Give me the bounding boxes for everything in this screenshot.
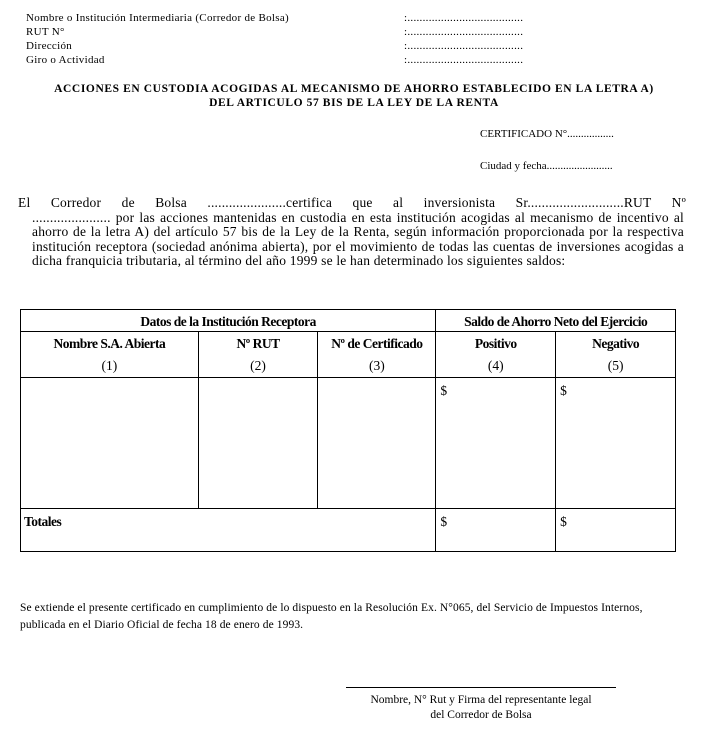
- totales-positivo: [436, 509, 556, 552]
- totales-negativo-currency: $: [560, 514, 567, 529]
- label-giro: Giro o Actividad: [26, 54, 105, 66]
- col-rut-num: (2): [250, 358, 266, 373]
- group-header-institucion-label: Datos de la Institución Receptora: [140, 314, 316, 329]
- value-rut: :......................................: [404, 26, 524, 38]
- data-cell-rut: [198, 378, 318, 509]
- value-direccion: :......................................: [404, 40, 524, 52]
- col-positivo-label: Positivo: [474, 336, 517, 351]
- col-header-negativo: [556, 332, 676, 378]
- col-certificado-num: (3): [369, 358, 385, 373]
- header-row-giro: [26, 53, 566, 67]
- col-header-positivo: [436, 332, 556, 378]
- footer-text: Se extiende el presente certificado en cumplimiento de lo dispuesto en la Resolución Ex. N°065, del Servicio de Impuestos Internos, publicada en el Diario Oficial de fecha 18 de enero de 1993.: [20, 602, 643, 631]
- certificado-number: CERTIFICADO N°.................: [480, 128, 614, 140]
- ciudad-fecha: Ciudad y fecha........................: [480, 160, 613, 172]
- col-header-nombre: [21, 332, 199, 378]
- positivo-currency: $: [440, 383, 448, 398]
- title-line-1: ACCIONES EN CUSTODIA ACOGIDAS AL MECANISMO DE AHORRO ESTABLECIDO EN LA LETRA A): [54, 83, 654, 95]
- group-header-institucion: [21, 310, 436, 332]
- col-nombre-num: (1): [101, 358, 118, 373]
- totales-label: Totales: [24, 514, 62, 529]
- saldos-table: [20, 309, 676, 552]
- signature-caption-line-2: del Corredor de Bolsa: [430, 709, 532, 721]
- data-cell-negativo: [556, 378, 676, 509]
- header-row-rut: [26, 25, 566, 39]
- data-cell-nombre: [21, 378, 199, 509]
- title-line-2: DEL ARTICULO 57 BIS DE LA LEY DE LA RENTA: [209, 97, 499, 109]
- totales-negativo: [556, 509, 676, 552]
- value-giro: :......................................: [404, 54, 524, 66]
- label-rut: RUT N°: [26, 26, 65, 38]
- header-row-institucion: [26, 11, 566, 25]
- header-fields: [26, 11, 566, 67]
- group-header-saldo: [436, 310, 676, 332]
- data-cell-certificado: [318, 378, 436, 509]
- header-row-direccion: [26, 39, 566, 53]
- col-positivo-num: (4): [487, 358, 504, 373]
- value-institucion: :......................................: [404, 12, 524, 24]
- negativo-currency: $: [560, 383, 567, 398]
- col-rut-label: Nº RUT: [236, 336, 280, 351]
- signature-line: [346, 687, 616, 688]
- signature-caption: [336, 693, 626, 723]
- col-nombre-label: Nombre S.A. Abierta: [53, 336, 166, 351]
- data-cell-positivo: [436, 378, 556, 509]
- col-negativo-label: Negativo: [592, 336, 640, 351]
- col-header-rut: [198, 332, 318, 378]
- label-direccion: Dirección: [26, 40, 73, 52]
- col-header-certificado: [318, 332, 436, 378]
- document-title: [14, 82, 694, 110]
- paragraph-rest: ...................... por las acciones mantenidas en custodia en esta institución acogidas al mecanismo de incentivo al ahorro de la letra A) del artículo 57 bis de la Ley de la Renta, según información proporcionada por la respectiva institución receptora (sociedad anónima abierta), por el movimiento de todas las cuentas de inversiones acogidas a dicha franquicia tributaria, al término del año 1999 se le han determinado los siguientes saldos:: [32, 209, 684, 269]
- body-paragraph: [18, 196, 686, 269]
- signature-caption-line-1: Nombre, N° Rut y Firma del representante legal: [370, 694, 592, 706]
- group-header-saldo-label: Saldo de Ahorro Neto del Ejercicio: [464, 314, 648, 329]
- label-institucion: Nombre o Institución Intermediaria (Corredor de Bolsa): [26, 12, 290, 24]
- totales-cell: [21, 509, 436, 552]
- col-negativo-num: (5): [607, 358, 624, 373]
- col-certificado-label: Nº de Certificado: [331, 336, 423, 351]
- paragraph-first-line: El Corredor de Bolsa ......................certifica que al inversionista Sr...........................RUT Nº: [18, 195, 686, 210]
- totales-positivo-currency: $: [440, 514, 448, 529]
